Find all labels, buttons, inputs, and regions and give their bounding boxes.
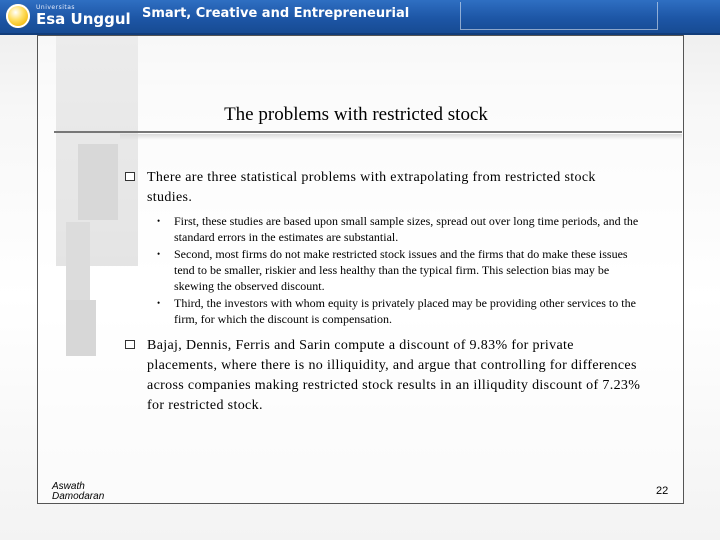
title-divider-shadow (120, 134, 682, 140)
dot-bullet-icon: • (157, 249, 161, 259)
header-bar (0, 0, 720, 35)
slide-content (124, 168, 644, 416)
dot-bullet-icon: • (157, 216, 161, 226)
sub-bullet-item (154, 246, 644, 294)
sub-bullet-text: First, these studies are based upon small sample sizes, spread out over long time periods, and the standard errors in the estimates are substantial. (174, 214, 639, 244)
dot-bullet-icon: • (157, 298, 161, 308)
square-bullet-icon (125, 340, 135, 349)
sub-bullet-text: Third, the investors with whom equity is privately placed may be providing other services to the firm, for which the discount is compensation. (174, 296, 636, 326)
sub-bullet-text: Second, most firms do not make restricted stock issues and the firms that do make these issues tend to be smaller, riskier and less healthy than the typical firm. This selection bias may be skewing the observed discount. (174, 247, 628, 293)
page-number: 22 (656, 485, 669, 497)
tagline: Smart, Creative and Entrepreneurial (142, 6, 410, 21)
author-last-name: Damodaran (52, 491, 105, 502)
university-logo (6, 3, 131, 29)
bullet-item (124, 336, 644, 416)
bullet-item (124, 168, 644, 208)
logo-name: Esa Unggul (36, 10, 131, 28)
author-first-name: Aswath (52, 481, 85, 492)
header-decoration (460, 2, 658, 30)
sub-bullet-item (154, 295, 644, 327)
sub-bullet-item (154, 213, 644, 245)
author-name (52, 482, 104, 502)
bullet-text: There are three statistical problems with extrapolating from restricted stock studies. (147, 170, 596, 205)
square-bullet-icon (125, 172, 135, 181)
slide-title: The problems with restricted stock (224, 104, 488, 125)
bullet-text: Bajaj, Dennis, Ferris and Sarin compute a discount of 9.83% for private placements, where there is no illiquidity, and argue that controlling for differences across companies making restricted stock results in an illiqudity discount of 7.23% for restricted stock. (147, 338, 641, 413)
logo-subtext: Universitas (36, 4, 76, 11)
sub-bullet-list (154, 213, 644, 327)
logo-emblem-icon (6, 4, 30, 28)
title-divider (54, 131, 682, 133)
